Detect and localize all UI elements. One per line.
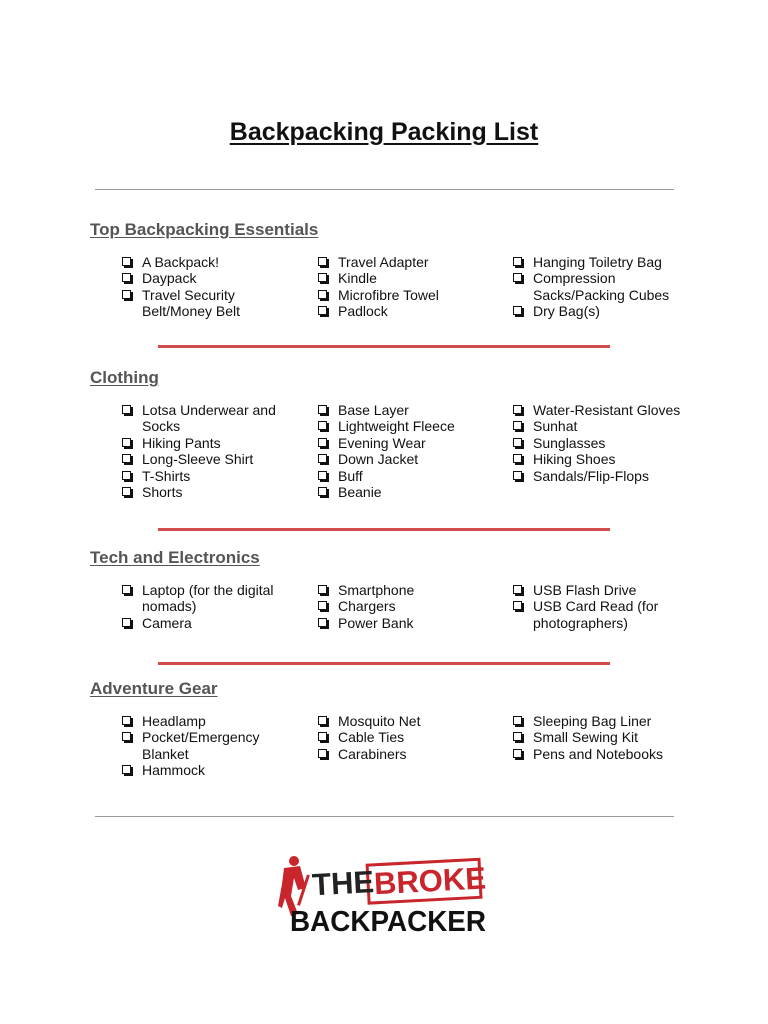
- checkbox-icon[interactable]: [122, 454, 131, 463]
- checkbox-icon[interactable]: [318, 273, 327, 282]
- checkbox-icon[interactable]: [122, 618, 131, 627]
- checkbox-icon[interactable]: [513, 257, 522, 266]
- tech-column-2: [318, 582, 498, 631]
- checkbox-icon[interactable]: [122, 732, 131, 741]
- section-divider: [158, 345, 610, 348]
- checkbox-icon[interactable]: [318, 405, 327, 414]
- checklist-item: Hiking Pants: [122, 435, 302, 451]
- checkbox-icon[interactable]: [513, 471, 522, 480]
- essentials-column-3: [513, 254, 693, 320]
- adventure-column-2: [318, 713, 498, 762]
- checkbox-icon[interactable]: [513, 306, 522, 315]
- checklist-item: Shorts: [122, 484, 302, 500]
- checklist-item: Pens and Notebooks: [513, 746, 693, 762]
- checkbox-icon[interactable]: [318, 257, 327, 266]
- checklist-item: Power Bank: [318, 615, 498, 631]
- checkbox-icon[interactable]: [318, 454, 327, 463]
- section-title-adventure: Adventure Gear: [90, 679, 218, 698]
- essentials-column-1: [122, 254, 302, 320]
- checklist-item: Hammock: [122, 762, 302, 778]
- checklist-item: Microfibre Towel: [318, 287, 498, 303]
- checklist-item: Small Sewing Kit: [513, 729, 693, 745]
- checkbox-icon[interactable]: [122, 487, 131, 496]
- clothing-column-2: [318, 402, 498, 500]
- section-title-essentials: Top Backpacking Essentials: [90, 220, 319, 239]
- checkbox-icon[interactable]: [318, 421, 327, 430]
- checkbox-icon[interactable]: [122, 273, 131, 282]
- checklist-item: T-Shirts: [122, 468, 302, 484]
- checkbox-icon[interactable]: [318, 601, 327, 610]
- checkbox-icon[interactable]: [122, 438, 131, 447]
- checkbox-icon[interactable]: [513, 273, 522, 282]
- logo-text-broke: BROKE: [373, 860, 487, 902]
- checklist-item: Lotsa Underwear and Socks: [122, 402, 302, 435]
- checklist-item: USB Card Read (for photographers): [513, 598, 693, 631]
- checklist-item: Water-Resistant Gloves: [513, 402, 693, 418]
- checkbox-icon[interactable]: [318, 749, 327, 758]
- checkbox-icon[interactable]: [318, 618, 327, 627]
- checklist-item: Carabiners: [318, 746, 498, 762]
- tech-column-1: [122, 582, 302, 631]
- checkbox-icon[interactable]: [513, 732, 522, 741]
- checklist-item: USB Flash Drive: [513, 582, 693, 598]
- checkbox-icon[interactable]: [513, 405, 522, 414]
- checkbox-icon[interactable]: [513, 454, 522, 463]
- checklist-item: Base Layer: [318, 402, 498, 418]
- checklist-item: Compression Sacks/Packing Cubes: [513, 270, 693, 303]
- checkbox-icon[interactable]: [122, 765, 131, 774]
- bottom-divider: [95, 816, 674, 817]
- tech-column-3: [513, 582, 693, 631]
- essentials-column-2: [318, 254, 498, 320]
- checklist-item: Hiking Shoes: [513, 451, 693, 467]
- checklist-item: Kindle: [318, 270, 498, 286]
- checklist-item: Pocket/Emergency Blanket: [122, 729, 302, 762]
- logo-graphic: [278, 852, 490, 934]
- checklist-item: Chargers: [318, 598, 498, 614]
- checkbox-icon[interactable]: [513, 421, 522, 430]
- checklist-item: Sunhat: [513, 418, 693, 434]
- checkbox-icon[interactable]: [318, 471, 327, 480]
- checkbox-icon[interactable]: [122, 257, 131, 266]
- checklist-item: Camera: [122, 615, 302, 631]
- clothing-column-1: [122, 402, 302, 500]
- top-divider: [95, 189, 674, 190]
- checklist-item: Hanging Toiletry Bag: [513, 254, 693, 270]
- section-title-clothing: Clothing: [90, 368, 159, 387]
- checkbox-icon[interactable]: [318, 585, 327, 594]
- adventure-column-1: [122, 713, 302, 779]
- checklist-item: Evening Wear: [318, 435, 498, 451]
- adventure-column-3: [513, 713, 693, 762]
- section-title-tech: Tech and Electronics: [90, 548, 260, 567]
- checklist-item: Mosquito Net: [318, 713, 498, 729]
- checklist-item: Long-Sleeve Shirt: [122, 451, 302, 467]
- logo-text-the: THE: [311, 864, 375, 903]
- checklist-item: Lightweight Fleece: [318, 418, 498, 434]
- checklist-item: A Backpack!: [122, 254, 302, 270]
- checkbox-icon[interactable]: [122, 585, 131, 594]
- checkbox-icon[interactable]: [318, 438, 327, 447]
- checklist-item: Padlock: [318, 303, 498, 319]
- checklist-item: Dry Bag(s): [513, 303, 693, 319]
- checklist-item: Sandals/Flip-Flops: [513, 468, 693, 484]
- section-divider: [158, 662, 610, 665]
- checkbox-icon[interactable]: [513, 438, 522, 447]
- checkbox-icon[interactable]: [122, 405, 131, 414]
- page-title: Backpacking Packing List: [229, 118, 539, 146]
- checkbox-icon[interactable]: [318, 716, 327, 725]
- checkbox-icon[interactable]: [122, 716, 131, 725]
- checklist-item: Sleeping Bag Liner: [513, 713, 693, 729]
- checklist-item: Headlamp: [122, 713, 302, 729]
- section-divider: [158, 528, 610, 531]
- checklist-item: Beanie: [318, 484, 498, 500]
- checkbox-icon[interactable]: [318, 732, 327, 741]
- checklist-item: Laptop (for the digital nomads): [122, 582, 302, 615]
- checklist-item: Buff: [318, 468, 498, 484]
- checklist-item: Daypack: [122, 270, 302, 286]
- checkbox-icon[interactable]: [122, 290, 131, 299]
- checklist-item: Smartphone: [318, 582, 498, 598]
- checkbox-icon[interactable]: [318, 290, 327, 299]
- checklist-item: Travel Adapter: [318, 254, 498, 270]
- checkbox-icon[interactable]: [122, 471, 131, 480]
- checklist-item: Down Jacket: [318, 451, 498, 467]
- clothing-column-3: [513, 402, 693, 484]
- checkbox-icon[interactable]: [513, 601, 522, 610]
- checkbox-icon[interactable]: [513, 585, 522, 594]
- broke-backpacker-logo: [278, 852, 490, 934]
- checklist-item: Cable Ties: [318, 729, 498, 745]
- checkbox-icon[interactable]: [318, 306, 327, 315]
- checkbox-icon[interactable]: [318, 487, 327, 496]
- checklist-item: Sunglasses: [513, 435, 693, 451]
- checkbox-icon[interactable]: [513, 716, 522, 725]
- checklist-item: Travel Security Belt/Money Belt: [122, 287, 302, 320]
- logo-text-backpacker: BACKPACKER: [290, 906, 487, 934]
- checkbox-icon[interactable]: [513, 749, 522, 758]
